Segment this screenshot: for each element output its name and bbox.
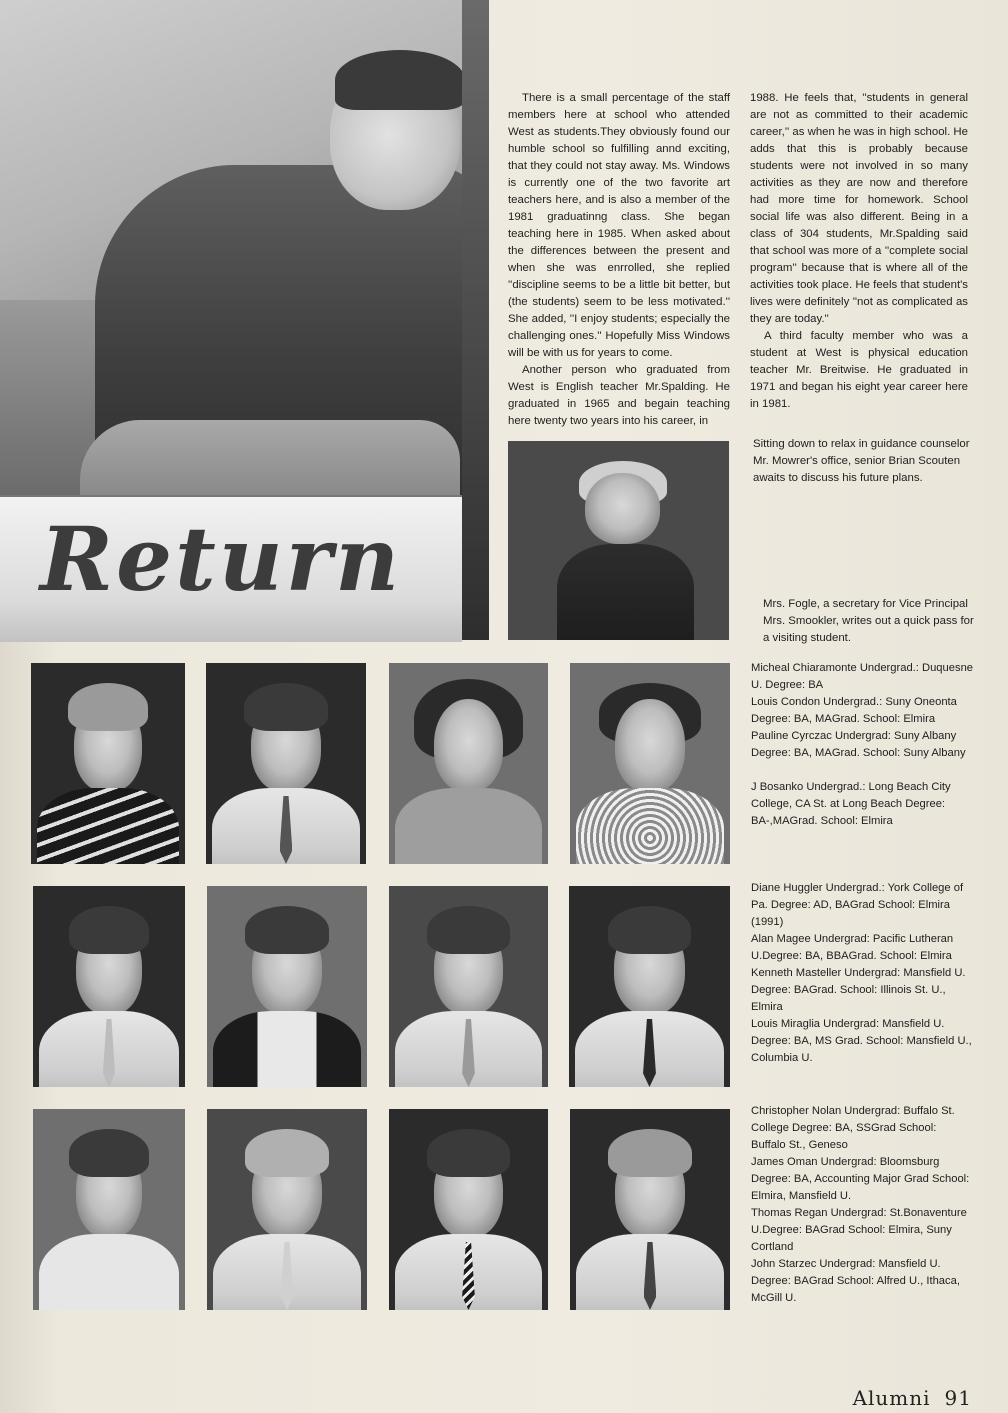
bios-row-3 — [751, 1103, 973, 1307]
page-footer — [839, 1386, 972, 1410]
portrait-masteller — [389, 886, 548, 1087]
portrait-oman — [207, 1109, 367, 1310]
article-column-1 — [508, 90, 730, 430]
portrait-huggler — [33, 886, 185, 1087]
bio-entry: Alan Magee Undergrad: Pacific Lutheran U.Degree: BA, BBAGrad. School: Elmira — [751, 933, 954, 962]
article-paragraph: There is a small percentage of the staff members here at school who attended West as students.They obviously found our humble school so fulfilling annd exciting, that they could not stay away. Ms. Windows is currently one of the two favorite art teachers here, and is also a member of the 1981 graduatinng class. She began teaching here in 1985. When asked about the differences between the present and when she was enrrolled, she replied ''discipline seems to be a little bit better, but (the students) seem to be less motivated.'' She added, ''I enjoy students; especially the challenging ones.'' Hopefully Miss Windows will be with us for years to come. — [508, 92, 730, 359]
section-name: Alumni — [852, 1386, 931, 1410]
portrait-magee — [207, 886, 367, 1087]
bio-entry: Kenneth Masteller Undergrad: Mansfield U. Degree: BAGrad. School: Illinois St. U., Elmira — [751, 967, 966, 1013]
article-paragraph: 1988. He feels that, ''students in general are not as committed to their academic career,'' as when he was in high school. He adds that this is probably because students were not involved in so many activities as they are now and therefore had more time for homework. School social life was also different. Being in a class of 304 students, Mr.Spalding said that school was more of a ''complete social program'' because that is where all of the activities took place. He feels that student's lives were definitely ''not as complicated as they are today.'' — [750, 92, 968, 325]
portrait-nolan — [33, 1109, 185, 1310]
caption-scouten: Sitting down to relax in guidance counselor Mr. Mowrer's office, senior Brian Scouten awaits to discuss his future plans. — [753, 438, 970, 484]
bio-entry: Louis Miraglia Undergrad: Mansfield U. Degree: BA, MS Grad. School: Mansfield U., Columbia U. — [751, 1018, 972, 1064]
bios-row-2 — [751, 880, 973, 1067]
bio-entry: Louis Condon Undergrad.: Suny Oneonta Degree: BA, MAGrad. School: Elmira — [751, 696, 957, 725]
article-column-2 — [750, 90, 968, 413]
bio-entry: Diane Huggler Undergrad.: York College of Pa. Degree: AD, BAGrad School: Elmira (1991) — [751, 882, 964, 928]
bio-entry: Thomas Regan Undergrad: St.Bonaventure U.Degree: BAGrad School: Elmira, Suny Cortland — [751, 1207, 967, 1253]
bio-entry: John Starzec Undergrad: Mansfield U. Degree: BAGrad School: Alfred U., Ithaca, McGill U. — [751, 1258, 960, 1304]
bio-entry: Pauline Cyrczac Undergrad: Suny Albany Degree: BA, MAGrad. School: Suny Albany — [751, 730, 966, 759]
photo-mrs-fogle — [508, 441, 729, 640]
portrait-regan — [389, 1109, 548, 1310]
return-sign-text: Return — [40, 507, 403, 611]
portrait-cyrczac — [389, 663, 548, 864]
bio-entry: Micheal Chiaramonte Undergrad.: Duquesne U. Degree: BA — [751, 662, 974, 691]
caption-fogle: Mrs. Fogle, a secretary for Vice Principal Mrs. Smookler, writes out a quick pass for a visiting student. — [763, 598, 974, 644]
portrait-starzec — [570, 1109, 730, 1310]
article-paragraph: Another person who graduated from West is English teacher Mr.Spalding. He graduated in 1965 and begain teaching here twenty two years into his career, in — [508, 364, 730, 427]
bio-entry: James Oman Undergrad: Bloomsburg Degree: BA, Accounting Major Grad School: Elmira, Mansfield U. — [751, 1156, 970, 1202]
return-sign — [0, 495, 462, 642]
bio-entry: Christopher Nolan Undergrad: Buffalo St. College Degree: BA, SSGrad School: Buffalo St., Geneso — [751, 1105, 955, 1151]
portrait-bosanko — [570, 663, 730, 864]
article-paragraph: A third faculty member who was a student at West is physical education teacher Mr. Breitwise. He graduated in 1971 and began his eight year career here in 1981. — [750, 330, 968, 410]
portrait-condon — [206, 663, 366, 864]
portrait-miraglia — [569, 886, 730, 1087]
bios-row-1 — [751, 660, 973, 830]
page-number: 91 — [944, 1386, 972, 1410]
photo-edge — [462, 0, 489, 640]
bio-entry: J Bosanko Undergrad.: Long Beach City College, CA St. at Long Beach Degree: BA-,MAGrad. School: Elmira — [751, 781, 951, 827]
portrait-chiaramonte — [31, 663, 185, 864]
